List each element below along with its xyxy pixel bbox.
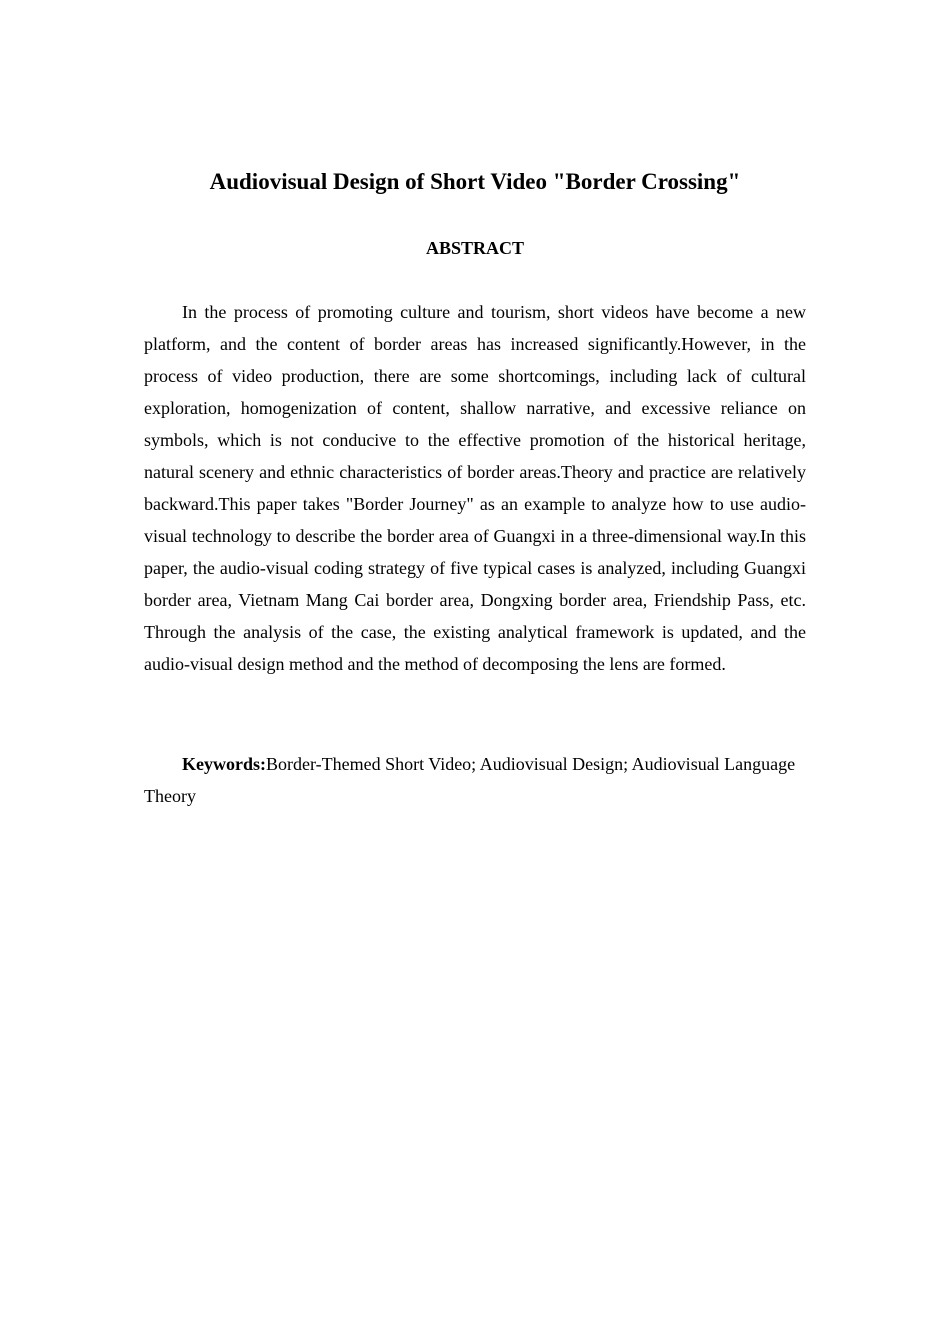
keywords-text: Border-Themed Short Video; Audiovisual Design; Audiovisual Language Theory [144, 754, 796, 806]
abstract-body: In the process of promoting culture and tourism, short videos have become a new platform, and the content of border areas has increased significantly.However, in the process of video production, there are some shortcomings, including lack of cultural exploration, homogenization of content, shallow narrative, and excessive reliance on symbols, which is not conducive to the effective promotion of the historical heritage, natural scenery and ethnic characteristics of border areas.Theory and practice are relatively backward.This paper takes "Border Journey" as an example to analyze how to use audio-visual technology to describe the border area of Guangxi in a three-dimensional way.In this paper, the audio-visual coding strategy of five typical cases is analyzed, including Guangxi border area, Vietnam Mang Cai border area, Dongxing border area, Friendship Pass, etc. Through the analysis of the case, the existing analytical framework is updated, and the audio-visual design method and the method of decomposing the lens are formed. [144, 302, 806, 674]
abstract-heading: ABSTRACT [425, 238, 525, 258]
keywords-paragraph [144, 748, 806, 812]
keywords-label: Keywords: [182, 754, 266, 774]
paper-title: Audiovisual Design of Short Video "Border Crossing" [209, 169, 741, 194]
